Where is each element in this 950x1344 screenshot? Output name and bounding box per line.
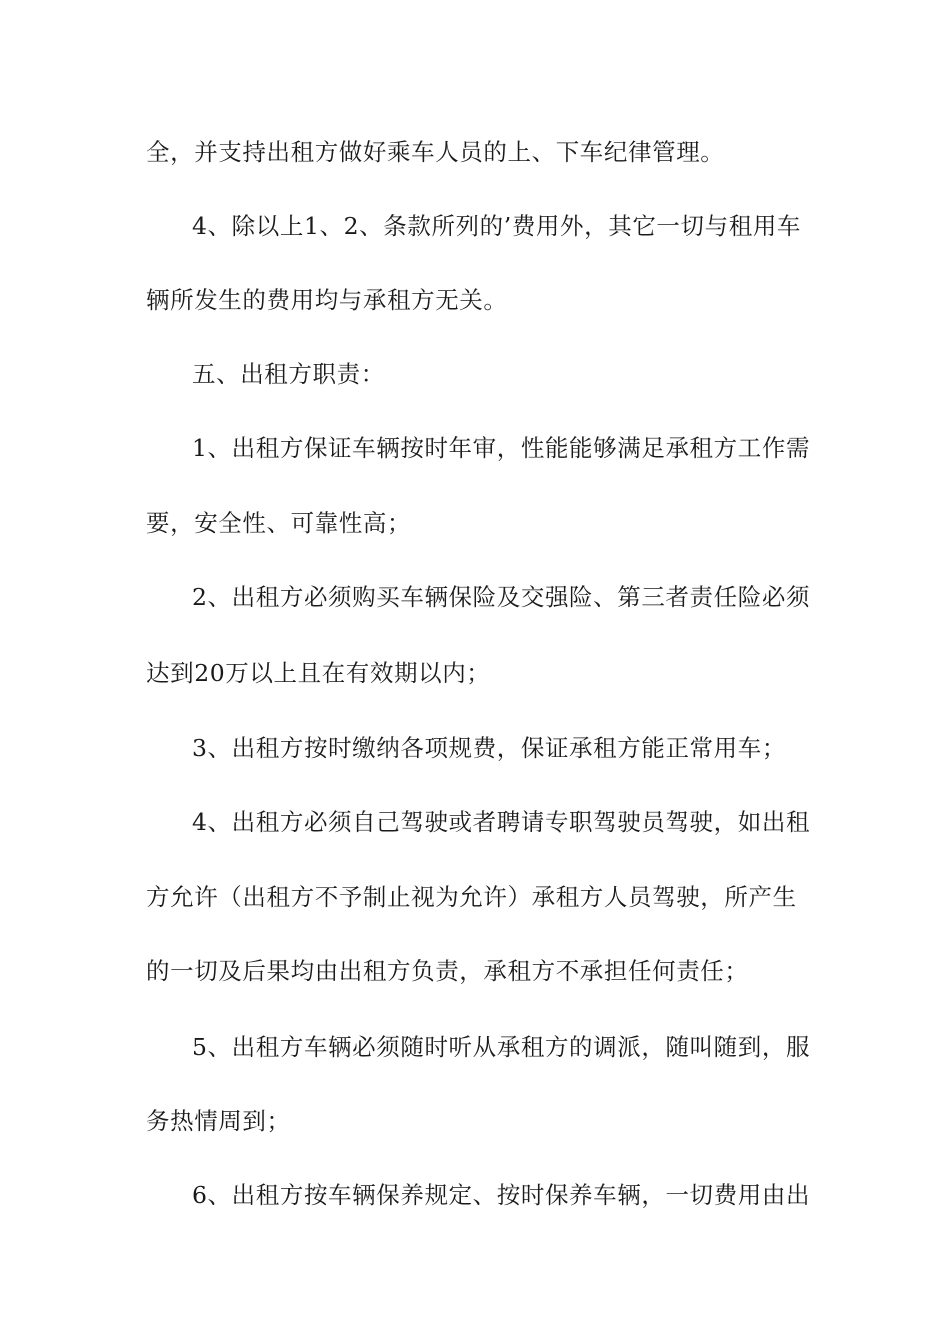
text-line: 3、出租方按时缴纳各项规费，保证承租方能正常用车； — [192, 734, 786, 762]
text-line: 要，安全性、可靠性高； — [146, 509, 412, 537]
text-line: 4、除以上1、2、条款所列的’费用外，其它一切与租用车 — [192, 212, 802, 240]
text-line: 2、出租方必须购买车辆保险及交强险、第三者责任险必须 — [192, 583, 811, 611]
text-line: 全，并支持出租方做好乘车人员的上、下车纪律管理。 — [146, 138, 725, 166]
text-line: 方允许（出租方不予制止视为允许）承租方人员驾驶，所产生 — [146, 883, 797, 911]
text-line: 辆所发生的费用均与承租方无关。 — [146, 286, 508, 314]
text-line: 的一切及后果均由出租方负责，承租方不承担任何责任； — [146, 957, 749, 985]
section-heading: 五、出租方职责： — [192, 360, 385, 388]
text-line: 务热情周到； — [146, 1107, 291, 1135]
text-line: 4、出租方必须自己驾驶或者聘请专职驾驶员驾驶，如出租 — [192, 808, 811, 836]
text-line: 达到20万以上且在有效期以内； — [146, 659, 491, 687]
text-line: 1、出租方保证车辆按时年审，性能能够满足承租方工作需 — [192, 434, 811, 462]
text-line: 5、出租方车辆必须随时听从承租方的调派，随叫随到，服 — [192, 1033, 811, 1061]
text-line: 6、出租方按车辆保养规定、按时保养车辆，一切费用由出 — [192, 1181, 811, 1209]
